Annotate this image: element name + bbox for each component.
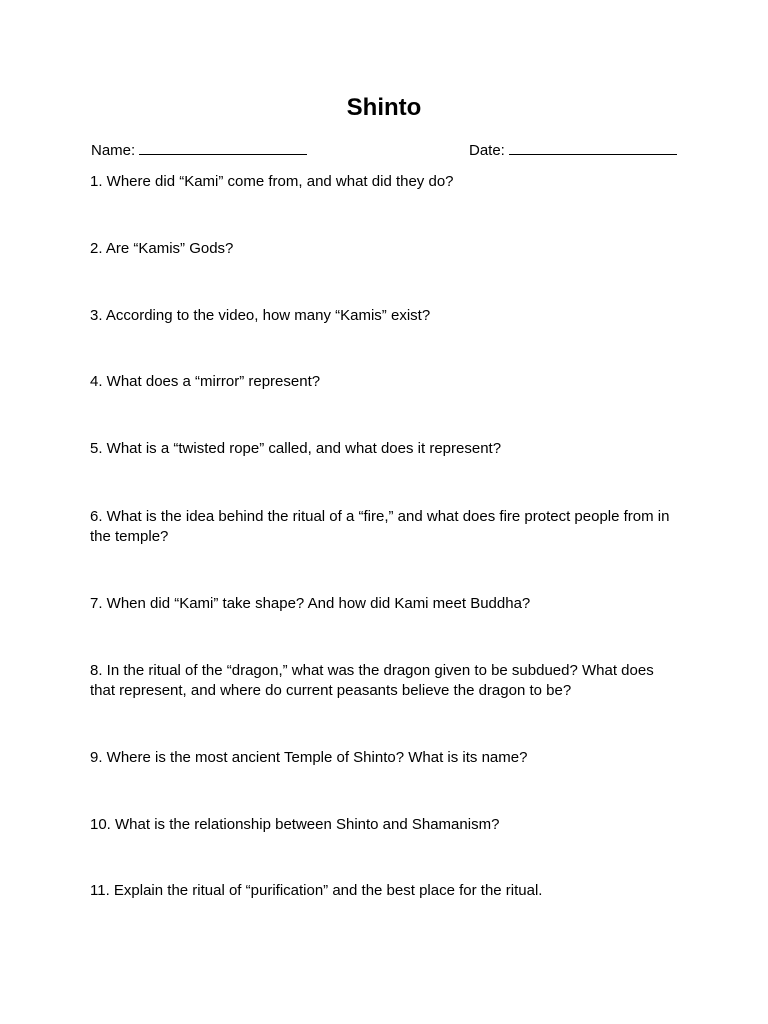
question-9: 9. Where is the most ancient Temple of Shinto? What is its name? [90,749,528,766]
page-title: Shinto [346,94,422,121]
question-2: 2. Are “Kamis” Gods? [90,240,234,257]
date-label: Date: [469,142,505,159]
date-blank-line[interactable] [509,139,677,155]
question-3: 3. According to the video, how many “Kamis” exist? [90,307,431,324]
date-field [469,139,677,161]
question-1: 1. Where did “Kami” come from, and what did they do? [90,173,454,190]
question-8: 8. In the ritual of the “dragon,” what was the dragon given to be subdued? What does that represent, and where do current peasants believe the dragon to be? [90,662,654,699]
name-field [91,139,307,161]
question-11: 11. Explain the ritual of “purification” and the best place for the ritual. [90,882,543,899]
question-4: 4. What does a “mirror” represent? [90,373,321,390]
name-label: Name: [91,142,136,159]
question-10: 10. What is the relationship between Shinto and Shamanism? [90,816,500,833]
question-6: 6. What is the idea behind the ritual of a “fire,” and what does fire protect people from in the temple? [90,508,670,545]
question-7: 7. When did “Kami” take shape? And how did Kami meet Buddha? [90,595,531,612]
question-5: 5. What is a “twisted rope” called, and what does it represent? [90,440,502,457]
name-blank-line[interactable] [139,139,307,155]
